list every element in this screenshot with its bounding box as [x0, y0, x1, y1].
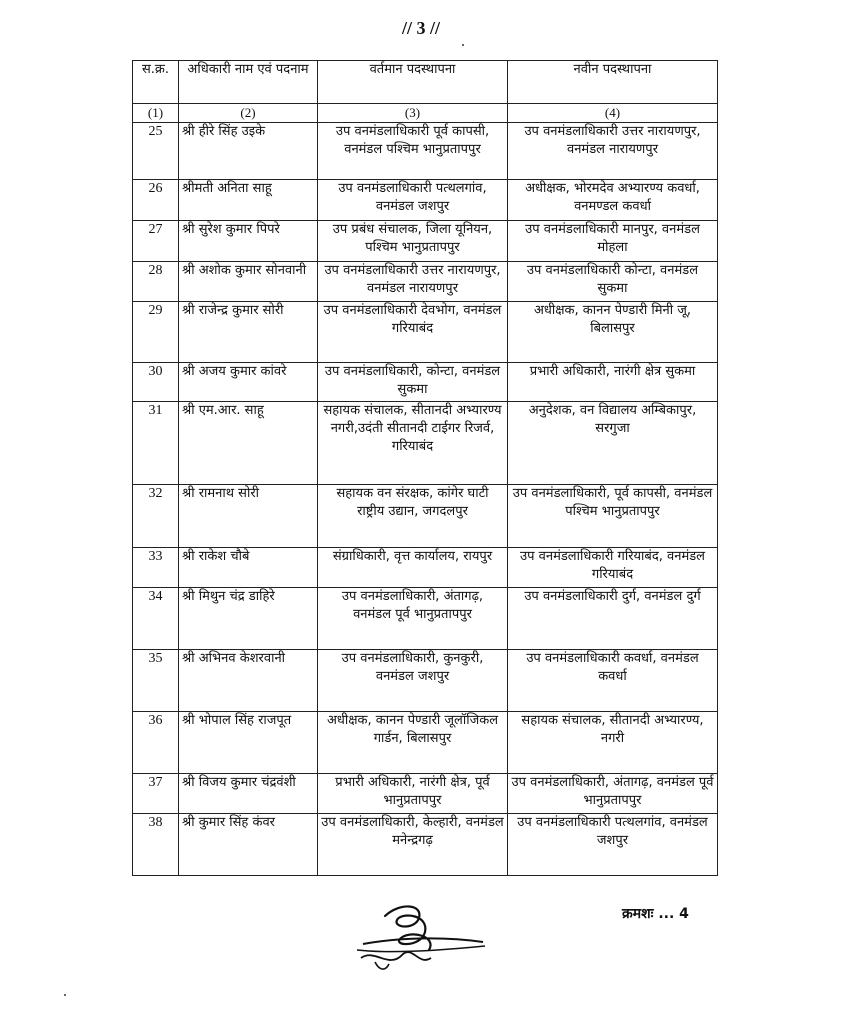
table-row [133, 123, 718, 180]
table-row [133, 221, 718, 262]
new-posting: अधीक्षक, भोरमदेव अभ्यारण्य कवर्धा, वनमण्डल कवर्धा [508, 180, 718, 221]
table-row [133, 548, 718, 588]
current-posting: उप वनमंडलाधिकारी पत्थलगांव, वनमंडल जशपुर [318, 180, 508, 221]
current-posting: उप वनमंडलाधिकारी उत्तर नारायणपुर, वनमंडल नारायणपुर [318, 262, 508, 302]
serial-number: 35 [133, 650, 179, 712]
serial-number: 36 [133, 712, 179, 774]
current-posting: सहायक वन संरक्षक, कांगेर घाटी राष्ट्रीय उद्यान, जगदलपुर [318, 485, 508, 548]
scan-speck [64, 994, 66, 996]
current-posting: संग्राधिकारी, वृत्त कार्यालय, रायपुर [318, 548, 508, 588]
officer-name: श्री रामनाथ सोरी [179, 485, 318, 548]
officer-name: श्री विजय कुमार चंद्रवंशी [179, 774, 318, 814]
serial-number: 38 [133, 814, 179, 876]
new-posting: उप वनमंडलाधिकारी, पूर्व कापसी, वनमंडल पश्चिम भानुप्रतापपुर [508, 485, 718, 548]
signature-icon [345, 898, 495, 978]
officer-name: श्रीमती अनिता साहू [179, 180, 318, 221]
officer-name: श्री सुरेश कुमार पिपरे [179, 221, 318, 262]
header-row [133, 61, 718, 104]
column-number: (1) [133, 104, 179, 123]
serial-number: 31 [133, 402, 179, 485]
table-row [133, 588, 718, 650]
officer-name: श्री एम.आर. साहू [179, 402, 318, 485]
officer-name: श्री हीरे सिंह उइके [179, 123, 318, 180]
officer-name: श्री भोपाल सिंह राजपूत [179, 712, 318, 774]
serial-number: 32 [133, 485, 179, 548]
officer-name: श्री कुमार सिंह कंवर [179, 814, 318, 876]
scan-speck [462, 44, 464, 46]
column-number: (3) [318, 104, 508, 123]
table-row [133, 485, 718, 548]
serial-number: 29 [133, 302, 179, 363]
new-posting: उप वनमंडलाधिकारी, अंतागढ़, वनमंडल पूर्व भानुप्रतापपुर [508, 774, 718, 814]
table-row [133, 363, 718, 402]
new-posting: प्रभारी अधिकारी, नारंगी क्षेत्र सुकमा [508, 363, 718, 402]
serial-number: 27 [133, 221, 179, 262]
table-row [133, 262, 718, 302]
new-posting: उप वनमंडलाधिकारी गरियाबंद, वनमंडल गरियाबंद [508, 548, 718, 588]
table-row [133, 180, 718, 221]
current-posting: सहायक संचालक, सीतानदी अभ्यारण्य नगरी,उदंती सीतानदी टाईगर रिजर्व, गरियाबंद [318, 402, 508, 485]
current-posting: उप वनमंडलाधिकारी पूर्व कापसी, वनमंडल पश्चिम भानुप्रतापपुर [318, 123, 508, 180]
serial-number: 25 [133, 123, 179, 180]
new-posting: उप वनमंडलाधिकारी मानपुर, वनमंडल मोहला [508, 221, 718, 262]
new-posting: उप वनमंडलाधिकारी कोन्टा, वनमंडल सुकमा [508, 262, 718, 302]
new-posting: उप वनमंडलाधिकारी दुर्ग, वनमंडल दुर्ग [508, 588, 718, 650]
serial-number: 34 [133, 588, 179, 650]
table-row [133, 302, 718, 363]
table-row [133, 774, 718, 814]
current-posting: उप वनमंडलाधिकारी, कोन्टा, वनमंडल सुकमा [318, 363, 508, 402]
serial-number: 26 [133, 180, 179, 221]
new-posting: उप वनमंडलाधिकारी उत्तर नारायणपुर, वनमंडल नारायणपुर [508, 123, 718, 180]
officer-name: श्री अभिनव केशरवानी [179, 650, 318, 712]
new-posting: अधीक्षक, कानन पेण्डारी मिनी जू, बिलासपुर [508, 302, 718, 363]
current-posting: उप वनमंडलाधिकारी, कुनकुरी, वनमंडल जशपुर [318, 650, 508, 712]
new-posting: सहायक संचालक, सीतानदी अभ्यारण्य, नगरी [508, 712, 718, 774]
officer-name: श्री मिथुन चंद्र डाहिरे [179, 588, 318, 650]
officer-name: श्री अशोक कुमार सोनवानी [179, 262, 318, 302]
column-number-row [133, 104, 718, 123]
new-posting: अनुदेशक, वन विद्यालय अम्बिकापुर, सरगुजा [508, 402, 718, 485]
current-posting: उप वनमंडलाधिकारी, केल्हारी, वनमंडल मनेन्द्रगढ़ [318, 814, 508, 876]
continued-note: क्रमशः ... 4 [622, 906, 689, 922]
header-sno: स.क्र. [133, 61, 179, 104]
posting-table [132, 60, 718, 876]
page-number: // 3 // [401, 18, 440, 38]
header-current: वर्तमान पदस्थापना [318, 61, 508, 104]
officer-name: श्री राजेन्द्र कुमार सोरी [179, 302, 318, 363]
table-row [133, 402, 718, 485]
officer-name: श्री राकेश चौबे [179, 548, 318, 588]
officer-name: श्री अजय कुमार कांवरे [179, 363, 318, 402]
serial-number: 37 [133, 774, 179, 814]
header-name: अधिकारी नाम एवं पदनाम [179, 61, 318, 104]
column-number: (4) [508, 104, 718, 123]
table-row [133, 650, 718, 712]
new-posting: उप वनमंडलाधिकारी पत्थलगांव, वनमंडल जशपुर [508, 814, 718, 876]
column-number: (2) [179, 104, 318, 123]
table-row [133, 712, 718, 774]
table-row [133, 814, 718, 876]
current-posting: उप प्रबंध संचालक, जिला यूनियन, पश्चिम भानुप्रतापपुर [318, 221, 508, 262]
current-posting: उप वनमंडलाधिकारी देवभोग, वनमंडल गरियाबंद [318, 302, 508, 363]
new-posting: उप वनमंडलाधिकारी कवर्धा, वनमंडल कवर्धा [508, 650, 718, 712]
current-posting: उप वनमंडलाधिकारी, अंतागढ़, वनमंडल पूर्व भानुप्रतापपुर [318, 588, 508, 650]
current-posting: अधीक्षक, कानन पेण्डारी जूलॉजिकल गार्डन, बिलासपुर [318, 712, 508, 774]
header-new: नवीन पदस्थापना [508, 61, 718, 104]
serial-number: 30 [133, 363, 179, 402]
serial-number: 33 [133, 548, 179, 588]
current-posting: प्रभारी अधिकारी, नारंगी क्षेत्र, पूर्व भानुप्रतापपुर [318, 774, 508, 814]
serial-number: 28 [133, 262, 179, 302]
